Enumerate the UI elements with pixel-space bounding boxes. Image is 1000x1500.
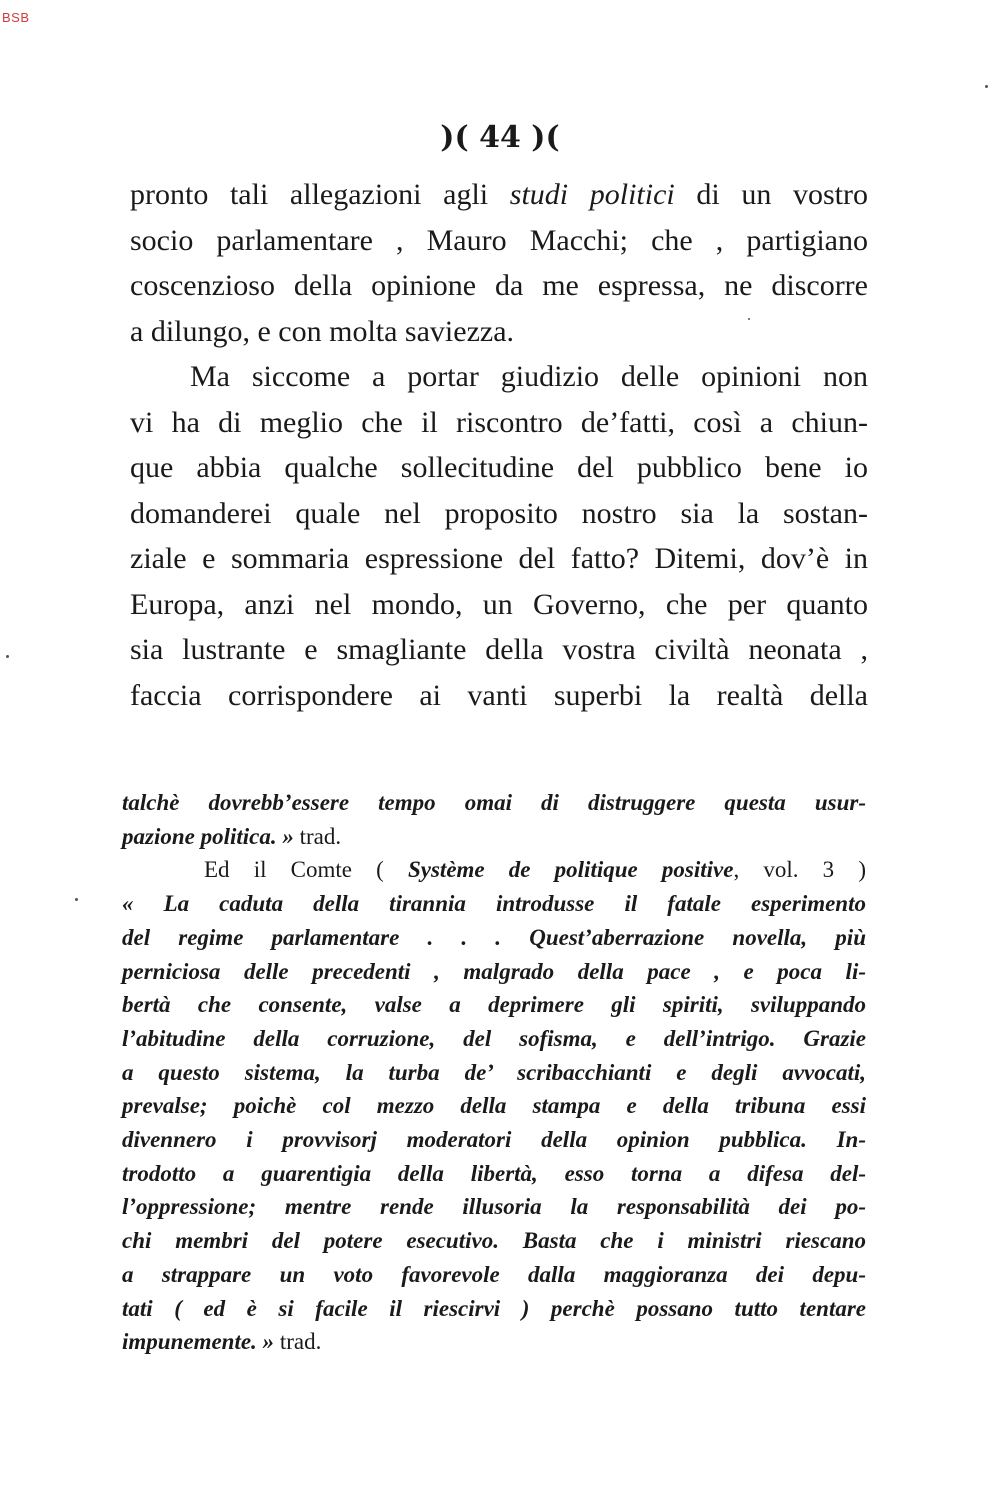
text-line [130, 582, 868, 628]
text-line [130, 627, 868, 673]
main-body-text [130, 172, 868, 718]
text-run: bertà che consente, valse a deprimere gli spiriti, sviluppando [122, 992, 866, 1018]
text-run: que abbia qualche sollecitudine del pubblico bene io [130, 451, 868, 484]
footnote-line [122, 955, 866, 989]
footnote-line [122, 1292, 866, 1326]
footnote-line [122, 1325, 866, 1359]
text-run: divennero i provvisorj moderatori della opinion pubblica. In- [122, 1127, 866, 1153]
text-run: a strappare un voto favorevole dalla maggioranza dei depu- [122, 1261, 866, 1287]
text-line [130, 309, 868, 355]
text-line [130, 673, 868, 719]
text-run: Système de politique positive [407, 857, 734, 883]
text-run: pazione politica. » [122, 823, 300, 849]
text-run: trad. [279, 1329, 322, 1355]
text-run: , vol. 3 ) [733, 857, 866, 883]
footnote-line [122, 1089, 866, 1123]
text-run: sia lustrante e smagliante della vostra civiltà neonata , [130, 633, 868, 666]
text-run: Ed il Comte ( [204, 857, 408, 883]
footnote-line [122, 1224, 866, 1258]
text-run: talchè dovrebb’essere tempo omai di distruggere questa usur- [122, 790, 866, 815]
footnote-line [122, 1056, 866, 1090]
page-number: )( 44 )( [440, 120, 560, 155]
footnote-line [122, 1157, 866, 1191]
footnote-line [122, 988, 866, 1022]
text-run: del regime parlamentare . . . Quest’aberrazione novella, più [122, 924, 866, 950]
footnote-text [122, 786, 866, 1359]
text-run: a questo sistema, la turba de’ scribacchianti e degli avvocati, [122, 1059, 866, 1085]
text-run: Ma siccome a portar giudizio delle opinioni non [190, 360, 868, 393]
text-run: di un vostro [674, 178, 869, 211]
text-run: studi politici [509, 178, 675, 211]
footnote-line [122, 1123, 866, 1157]
text-run: tati ( ed è si facile il riescirvi ) perchè possano tutto tentare [122, 1295, 866, 1321]
footnote-line [122, 1258, 866, 1292]
text-run: vi ha di meglio che il riscontro de’fatti, così a chiun- [130, 405, 868, 439]
footnote-line [122, 853, 866, 887]
text-line [130, 263, 868, 309]
text-run: coscenzioso della opinione da me espressa, ne discorre [130, 269, 868, 302]
text-run: trodotto a guarentigia della libertà, esso torna a difesa del- [122, 1160, 866, 1186]
text-line [130, 491, 868, 537]
text-run: trad. [299, 823, 342, 849]
text-run: chi membri del potere esecutivo. Basta che i ministri riescano [122, 1228, 866, 1254]
text-line [130, 536, 868, 582]
text-line [130, 445, 868, 491]
text-run: a dilungo, e con molta saviezza. [130, 314, 515, 348]
footnote-line [122, 1190, 866, 1224]
footnote-line [122, 820, 866, 854]
text-run: perniciosa delle precedenti , malgrado della pace , e poca li- [122, 958, 866, 984]
library-watermark: BSB [2, 10, 30, 25]
text-run: socio parlamentare , Mauro Macchi; che , partigiano [130, 223, 868, 257]
text-run: pronto tali allegazioni agli [130, 178, 510, 211]
text-run: impunemente. » [122, 1329, 280, 1355]
text-run: l’abitudine della corruzione, del sofisma, e dell’intrigo. Grazie [122, 1025, 866, 1051]
footnote-line [122, 887, 866, 921]
text-run: ziale e sommaria espressione del fatto? Ditemi, dov’è in [130, 542, 868, 575]
text-run: domanderei quale nel proposito nostro sia la sostan- [130, 496, 868, 530]
text-run: Europa, anzi nel mondo, un Governo, che per quanto [130, 587, 868, 621]
footnote-line [122, 1022, 866, 1056]
text-run: faccia corrispondere ai vanti superbi la realtà della [130, 678, 868, 712]
text-line [130, 218, 868, 264]
text-run: « La caduta della tirannia introdusse il fatale esperimento [122, 891, 866, 917]
footnote-line [122, 786, 866, 820]
footnote-line [122, 921, 866, 955]
text-line [130, 354, 868, 400]
text-run: prevalse; poichè col mezzo della stampa e della tribuna essi [122, 1093, 866, 1119]
text-line [130, 172, 868, 218]
text-line [130, 400, 868, 446]
text-run: l’oppressione; mentre rende illusoria la responsabilità dei po- [122, 1194, 866, 1220]
